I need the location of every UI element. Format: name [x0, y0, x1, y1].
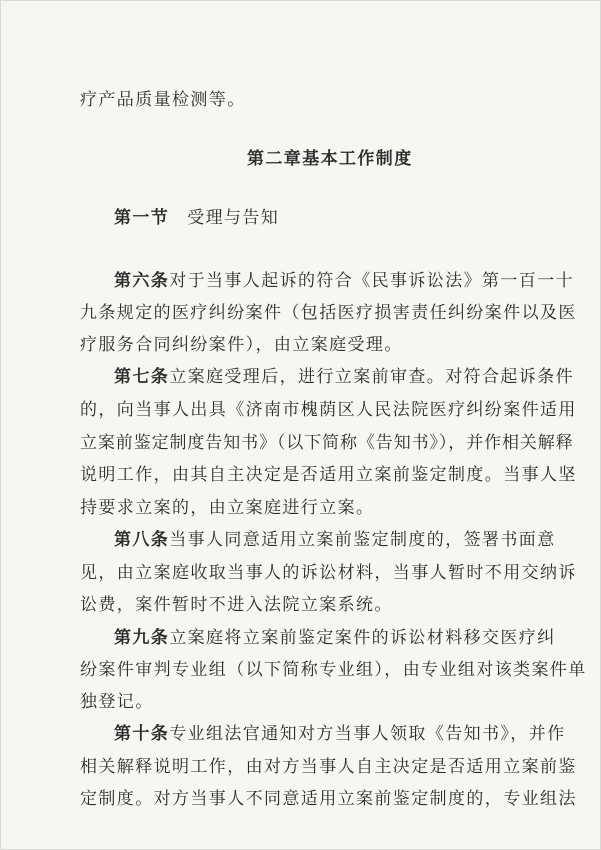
chapter-title: 第二章基本工作制度 [247, 149, 413, 169]
article-10-line-1: 第十条专业组法官通知对方当事人领取《告知书》，并作 [114, 724, 566, 744]
article-6-line-3: 疗服务合同纠纷案件），由立案庭受理。 [80, 335, 403, 355]
article-7-line-1: 第七条立案庭受理后，进行立案前审查。对符合起诉条件 [114, 367, 575, 387]
section-title: 受理与告知 [187, 208, 280, 228]
article-8-line-2: 见，由立案庭收取当事人的诉讼材料，当事人暂时不用交纳诉 [80, 563, 577, 583]
article-10-line-3: 定制度。对方当事人不同意适用立案前鉴定制度的，专业组法 [80, 789, 577, 809]
article-6-line-1: 第六条对于当事人起诉的符合《民事诉讼法》第一百一十 [114, 271, 575, 291]
article-6-line-2: 九条规定的医疗纠纷案件（包括医疗损害责任纠纷案件以及医 [80, 303, 577, 323]
article-7-line-3: 立案前鉴定制度告知书》（以下简称《告知书》），并作相关解释 [80, 433, 574, 453]
section-heading [114, 207, 279, 229]
article-9-line-3: 独登记。 [80, 692, 154, 712]
article-7-line-5: 持要求立案的，由立案庭进行立案。 [80, 498, 375, 518]
article-10-label: 第十条 [114, 724, 170, 744]
article-8-label: 第八条 [114, 530, 170, 550]
section-number: 第一节 [114, 208, 170, 228]
article-8-line-1: 第八条当事人同意适用立案前鉴定制度的，签署书面意 [114, 530, 556, 550]
continuation-line: 疗产品质量检测等。 [80, 90, 246, 110]
article-7-label: 第七条 [114, 367, 170, 387]
article-7-line-4: 说明工作，由其自主决定是否适用立案前鉴定制度。当事人坚 [80, 465, 577, 485]
article-8-line-3: 讼费，案件暂时不进入法院立案系统。 [80, 595, 393, 615]
article-9-label: 第九条 [114, 628, 170, 648]
article-9-line-2: 纷案件审判专业组（以下简称专业组），由专业组对该类案件单 [80, 660, 587, 680]
article-9-line-1: 第九条立案庭将立案前鉴定案件的诉讼材料移交医疗纠 [114, 628, 556, 648]
article-10-line-2: 相关解释说明工作，由对方当事人自主决定是否适用立案前鉴 [80, 757, 577, 777]
article-7-line-2: 的，向当事人出具《济南市槐荫区人民法院医疗纠纷案件适用 [80, 400, 577, 420]
article-6-label: 第六条 [114, 271, 170, 291]
